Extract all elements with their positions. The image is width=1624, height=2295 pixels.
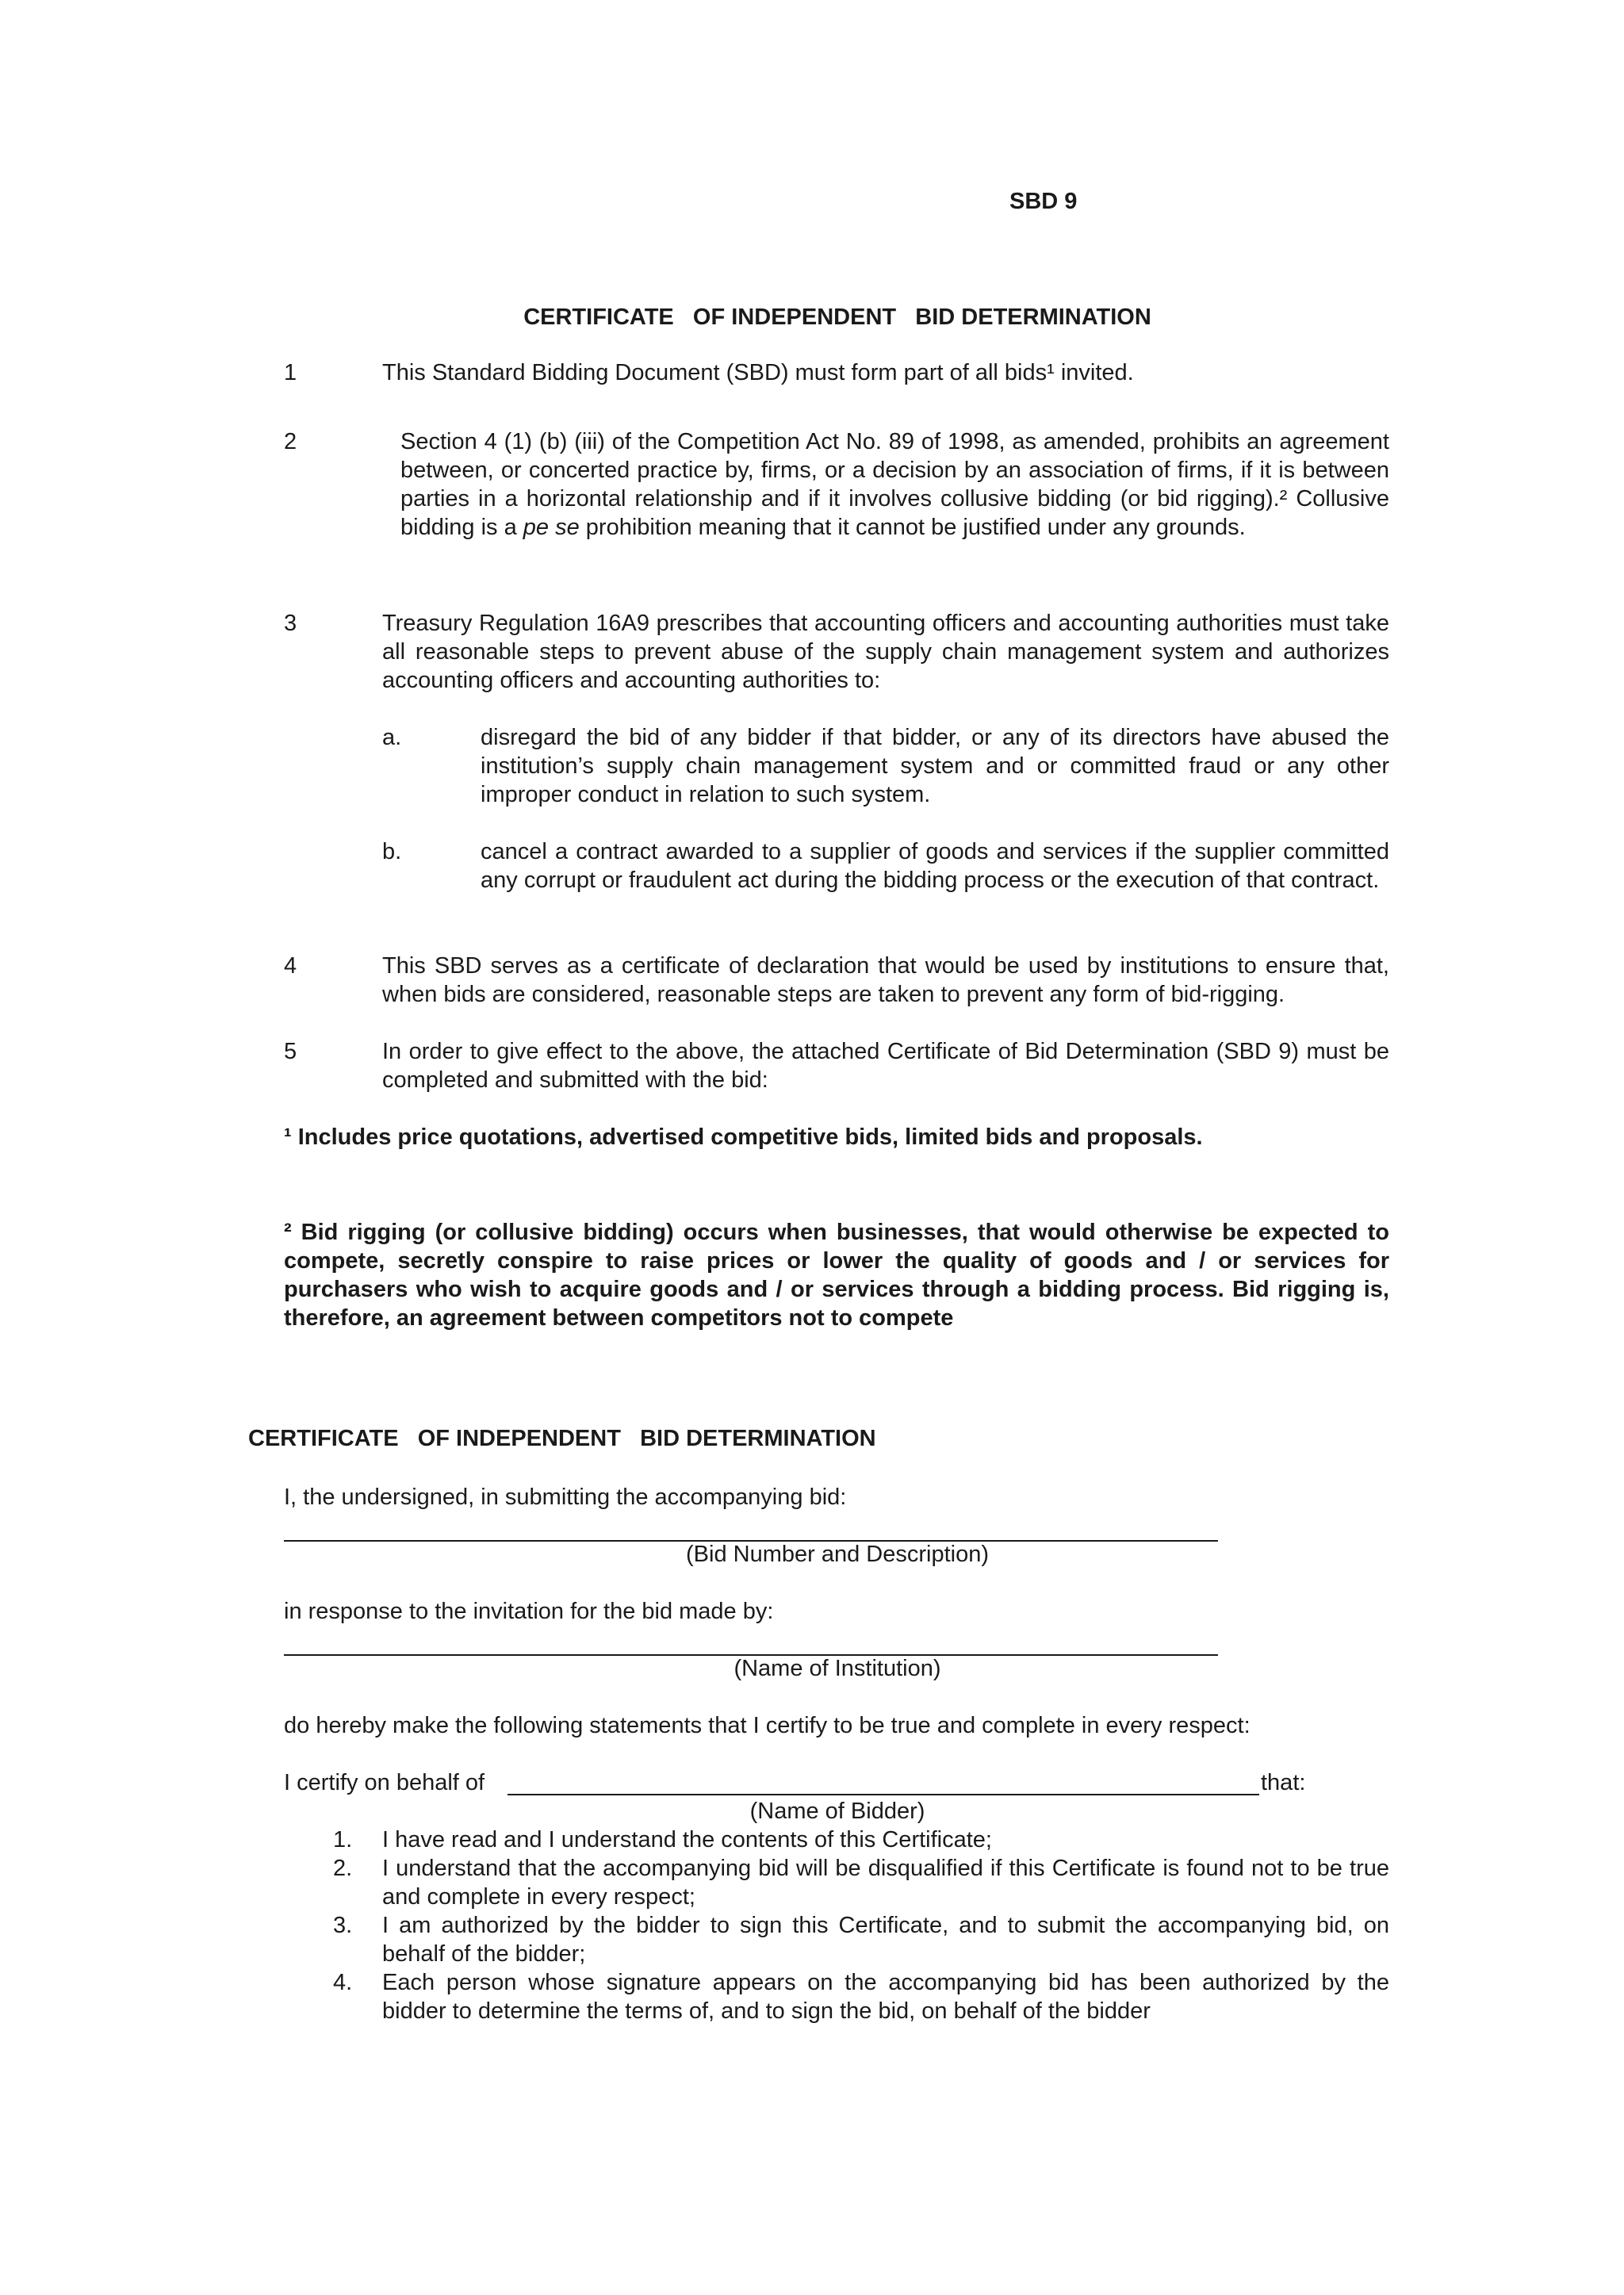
footnote-1: ¹ Includes price quotations, advertised competitive bids, limited bids and proposals. — [284, 1125, 1203, 1150]
behalf-suffix: that: — [1261, 1770, 1306, 1795]
item-text: This SBD serves as a certificate of declaration that would be used by institutions to ensure that, when bids are considered, reasonable steps are taken to prevent any form of bid-rigging. — [382, 953, 1389, 1007]
subitem-label: a. — [382, 725, 402, 750]
list-label: 3. — [333, 1913, 353, 1938]
list-text: I understand that the accompanying bid will be disqualified if this Certificate is found not to be true and complete in every respect; — [382, 1856, 1389, 1910]
bidder-name-line[interactable] — [508, 1794, 1259, 1795]
list-label: 2. — [333, 1856, 353, 1881]
certificate-intro: I, the undersigned, in submitting the accompanying bid: — [284, 1485, 847, 1510]
item-number: 5 — [284, 1039, 297, 1064]
subitem-text: cancel a contract awarded to a supplier of goods and services if the supplier committed any corrupt or fraudulent act during the bidding process or the execution of that contract. — [481, 839, 1389, 893]
document-code: SBD 9 — [1009, 189, 1078, 214]
list-text: I am authorized by the bidder to sign this Certificate, and to submit the accompanying bid, on behalf of the bidder; — [382, 1913, 1389, 1967]
bidder-caption: (Name of Bidder) — [749, 1799, 925, 1824]
footnote-2: ² Bid rigging (or collusive bidding) occurs when businesses, that would otherwise be expected to compete, secretly conspire to raise prices or lower the quality of goods and / or services for purchasers who wish to acquire goods and / or services through a bidding process. Bid rigging is, therefore, an agreement between competitors not to compete — [284, 1220, 1389, 1331]
item-text: Section 4 (1) (b) (iii) of the Competition Act No. 89 of 1998, as amended, prohibits an agreement between, or concerted practice by, firms, or a decision by an association of firms, if it is between parties in a horizontal relationship and if it involves collusive bidding (or bid rigging).² Collusive bidding is a pe se prohibition meaning that it cannot be justified under any grounds. — [400, 429, 1389, 540]
subitem-text: disregard the bid of any bidder if that bidder, or any of its directors have abused the institution’s supply chain management system and or committed fraud or any other improper conduct in relation to such system. — [481, 725, 1389, 807]
list-label: 4. — [333, 1970, 353, 1995]
list-text: Each person whose signature appears on the accompanying bid has been authorized by the bidder to determine the terms of, and to sign the bid, on behalf of the bidder — [382, 1970, 1389, 2024]
bid-number-caption: (Bid Number and Description) — [686, 1542, 989, 1567]
item-text: This Standard Bidding Document (SBD) must form part of all bids¹ invited. — [382, 360, 1134, 385]
item-number: 2 — [284, 429, 297, 454]
item-number: 3 — [284, 611, 297, 636]
item-text: In order to give effect to the above, the attached Certificate of Bid Determination (SBD 9) must be completed and submitted with the bid: — [382, 1039, 1389, 1093]
certificate-statement: do hereby make the following statements that I certify to be true and complete in every respect: — [284, 1713, 1251, 1738]
item-number: 1 — [284, 360, 297, 385]
document-title: CERTIFICATE OF INDEPENDENT BID DETERMINATION — [523, 305, 1151, 330]
institution-caption: (Name of Institution) — [733, 1656, 941, 1681]
behalf-prefix: I certify on behalf of — [284, 1770, 485, 1795]
list-label: 1. — [333, 1827, 353, 1852]
certificate-title: CERTIFICATE OF INDEPENDENT BID DETERMINATION — [248, 1426, 876, 1451]
item-number: 4 — [284, 953, 297, 979]
item-text: Treasury Regulation 16A9 prescribes that accounting officers and accounting authorities must take all reasonable steps to prevent abuse of the supply chain management system and authorizes accounting officers and accounting authorities to: — [382, 611, 1389, 693]
list-text: I have read and I understand the contents of this Certificate; — [382, 1827, 992, 1852]
subitem-label: b. — [382, 839, 402, 864]
certificate-response: in response to the invitation for the bid made by: — [284, 1599, 774, 1624]
